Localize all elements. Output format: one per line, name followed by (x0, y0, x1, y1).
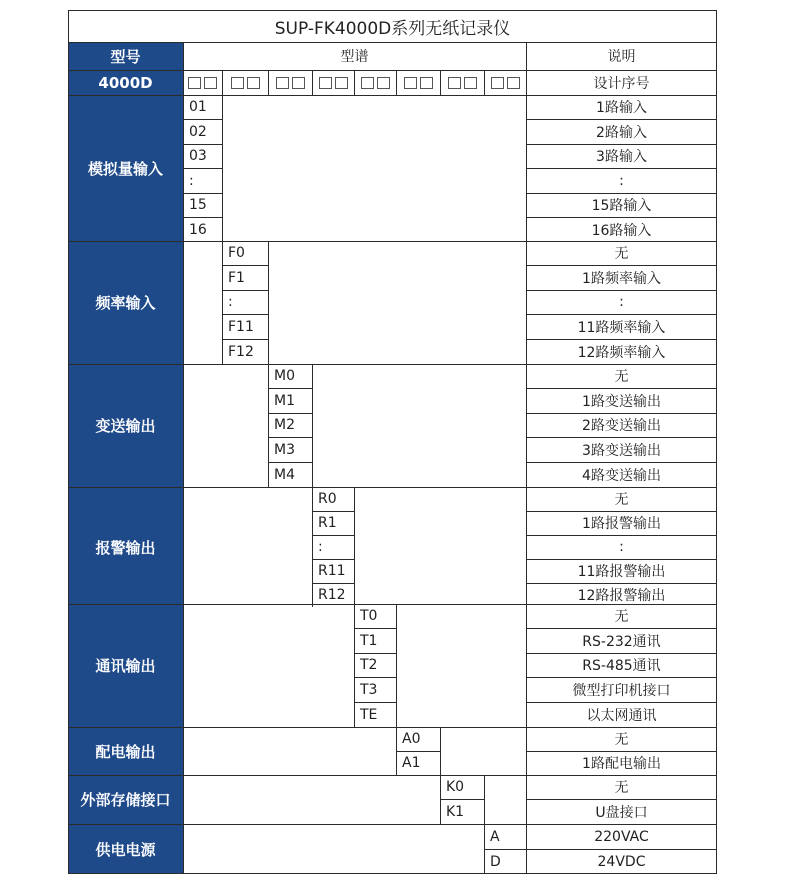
option-code: F0 (228, 245, 245, 262)
option-code: T2 (360, 657, 378, 674)
option-desc: 无 (614, 492, 629, 508)
option-code: : (228, 294, 233, 311)
option-desc: 2路变送输出 (582, 418, 661, 435)
option-desc: 1路变送输出 (582, 393, 661, 410)
option-code: M2 (274, 417, 295, 434)
option-code: T0 (360, 608, 378, 625)
option-desc: : (619, 539, 624, 555)
option-desc: 12路报警输出 (577, 588, 666, 604)
option-desc: 无 (614, 369, 629, 386)
option-code: T3 (360, 682, 378, 699)
option-code: 16 (189, 221, 207, 238)
option-desc: U盘接口 (595, 804, 648, 821)
option-code: K1 (446, 803, 465, 820)
option-desc: 15路输入 (591, 198, 652, 215)
option-desc: 微型打印机接口 (572, 683, 671, 700)
option-code: 03 (189, 148, 207, 165)
option-code: TE (360, 706, 378, 723)
group-label: 变送输出 (68, 364, 183, 487)
option-code: F1 (228, 269, 245, 286)
option-desc: 1路输入 (596, 100, 647, 117)
table-border (68, 10, 717, 874)
option-code: 02 (189, 123, 207, 140)
table-title: SUP-FK4000D系列无纸记录仪 (274, 18, 511, 39)
option-desc: RS-485通讯 (582, 658, 661, 675)
option-code: : (318, 539, 323, 555)
option-desc: RS-232通讯 (582, 633, 661, 650)
model-desc-cell: 设计序号 (593, 75, 650, 92)
option-desc: 4路变送输出 (582, 467, 661, 484)
option-desc: 3路输入 (596, 149, 647, 166)
option-desc: 以太网通讯 (586, 707, 657, 724)
option-code: M1 (274, 392, 295, 409)
group-label: 频率输入 (68, 241, 183, 364)
option-desc: 1路频率输入 (582, 270, 661, 287)
group-label: 外部存储接口 (68, 775, 183, 824)
option-code: A0 (402, 731, 421, 747)
header-spec-label: 型谱 (340, 49, 369, 65)
option-code: A1 (402, 755, 421, 771)
option-code: R12 (318, 587, 346, 603)
group-label: 配电输出 (68, 727, 183, 775)
option-desc: 12路频率输入 (577, 344, 666, 361)
option-desc: 无 (614, 780, 629, 797)
group-label: 模拟量输入 (68, 95, 183, 242)
option-code: T1 (360, 632, 378, 649)
option-code: F12 (228, 343, 254, 360)
option-code: D (490, 853, 501, 870)
option-code: M0 (274, 368, 295, 385)
group-label: 报警输出 (68, 487, 183, 607)
option-code: M3 (274, 442, 295, 459)
option-desc: : (619, 172, 624, 189)
option-code: K0 (446, 779, 465, 796)
option-desc: 1路报警输出 (582, 516, 661, 532)
option-desc: 220VAC (594, 828, 649, 845)
option-code: F11 (228, 319, 254, 336)
option-desc: 无 (614, 246, 629, 263)
option-desc: 16路输入 (591, 222, 652, 239)
option-desc: 无 (614, 609, 629, 626)
option-code: R11 (318, 563, 346, 579)
option-desc: 3路变送输出 (582, 443, 661, 460)
option-code: M4 (274, 466, 295, 483)
option-code: A (490, 828, 500, 845)
option-code: 15 (189, 197, 207, 214)
option-desc: 11路频率输入 (577, 320, 666, 337)
option-code: R1 (318, 515, 337, 531)
option-desc: 无 (614, 732, 629, 748)
option-code: R0 (318, 491, 337, 507)
header-model-label: 型号 (68, 42, 183, 70)
option-code: : (189, 172, 194, 189)
option-code: 01 (189, 99, 207, 116)
option-desc: 11路报警输出 (577, 564, 666, 580)
header-desc-label: 说明 (607, 49, 636, 65)
group-label: 供电电源 (68, 824, 183, 874)
option-desc: : (619, 294, 624, 311)
model-code-cell: 4000D (68, 70, 183, 95)
group-label: 通讯输出 (68, 604, 183, 727)
option-desc: 1路配电输出 (582, 756, 661, 772)
option-desc: 24VDC (597, 853, 646, 870)
option-desc: 2路输入 (596, 124, 647, 141)
